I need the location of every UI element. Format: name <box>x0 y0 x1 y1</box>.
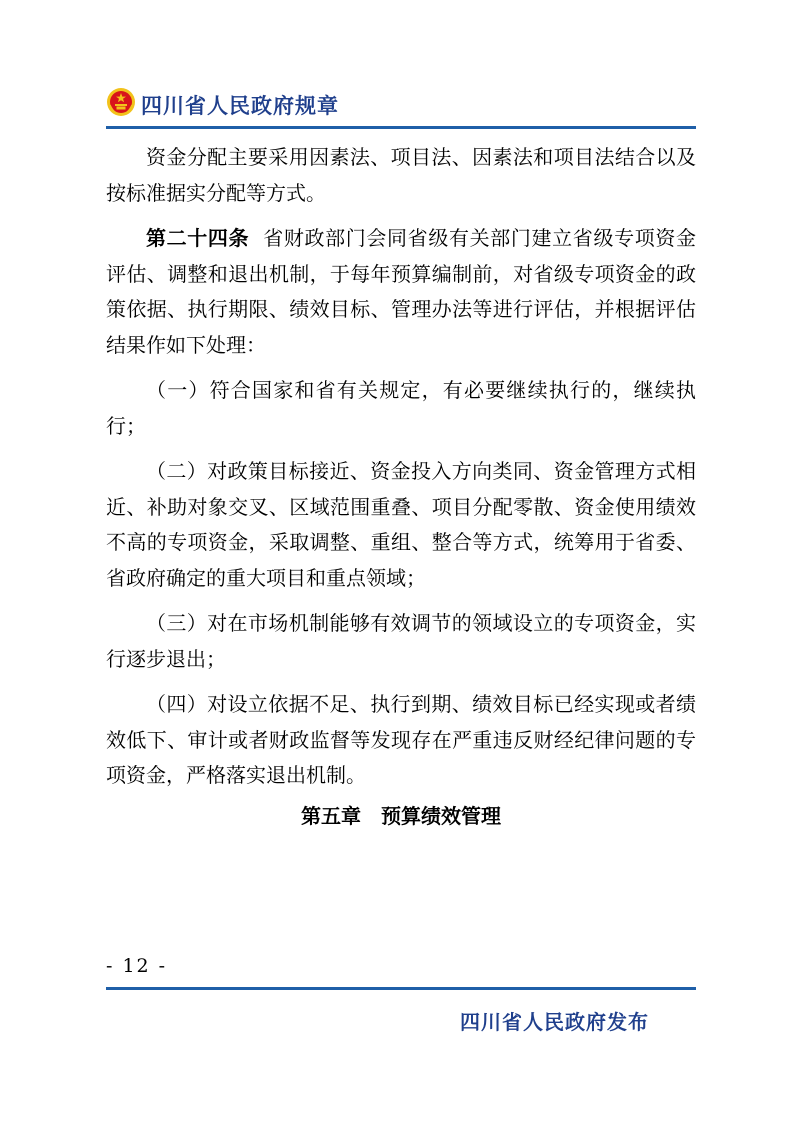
paragraph-text: 省财政部门会同省级有关部门建立省级专项资金评估、调整和退出机制，于每年预算编制前，对省级专项资金的政策依据、执行期限、绩效目标、管理办法等进行评估，并根据评估结果作如下处理： <box>106 226 697 357</box>
paragraph-text: （四）对设立依据不足、执行到期、绩效目标已经实现或者绩效低下、审计或者财政监督等发现存在严重违反财经纪律问题的专项资金，严格落实退出机制。 <box>106 692 696 787</box>
list-item <box>106 373 696 444</box>
paragraph-text: （一）符合国家和省有关规定，有必要继续执行的，继续执行； <box>106 378 696 438</box>
page-header <box>106 84 696 124</box>
paragraph <box>106 140 696 211</box>
list-item <box>106 687 696 794</box>
article-label: 第二十四条 <box>146 226 250 250</box>
footer-rule <box>106 987 696 990</box>
article-paragraph <box>106 221 696 363</box>
list-item <box>106 606 696 677</box>
list-item <box>106 454 696 596</box>
footer-publisher: 四川省人民政府发布 <box>460 1010 649 1034</box>
document-body <box>106 140 696 834</box>
chapter-heading: 第五章 预算绩效管理 <box>301 803 501 828</box>
header-rule <box>106 126 696 129</box>
header-title: 四川省人民政府规章 <box>141 94 339 118</box>
page-number: - 12 - <box>106 955 168 977</box>
national-emblem-icon <box>106 87 136 117</box>
paragraph-text: （三）对在市场机制能够有效调节的领域设立的专项资金，实行逐步退出； <box>106 611 696 671</box>
paragraph-text: （二）对政策目标接近、资金投入方向类同、资金管理方式相近、补助对象交叉、区域范围重叠、项目分配零散、资金使用绩效不高的专项资金，采取调整、重组、整合等方式，统筹用于省委、省政府确定的重大项目和重点领域； <box>106 459 696 590</box>
paragraph-text: 资金分配主要采用因素法、项目法、因素法和项目法结合以及按标准据实分配等方式。 <box>106 145 696 205</box>
